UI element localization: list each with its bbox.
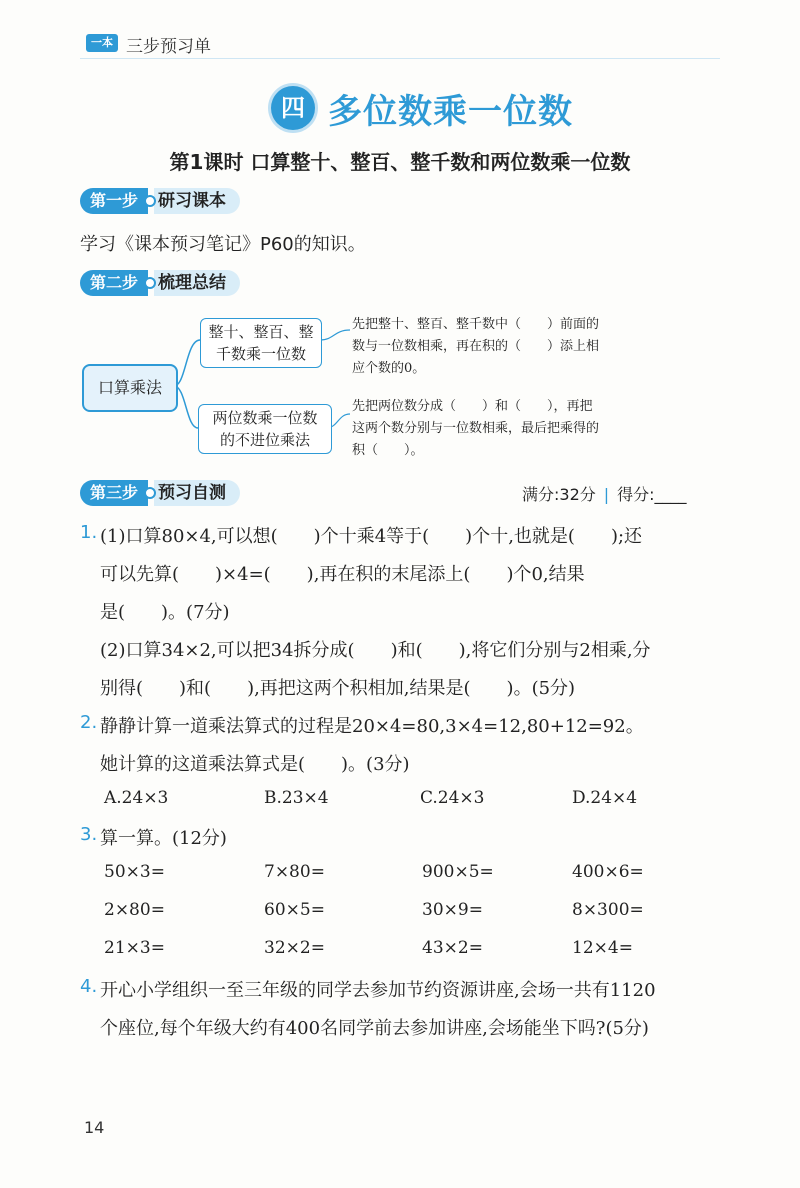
branch-label-line: 千数乘一位数 — [215, 345, 306, 363]
branch-label-line: 的不进位乘法 — [219, 431, 310, 449]
question-2-line: 她计算的这道乘法算式是( )。(3分) — [100, 754, 410, 775]
header-divider — [80, 58, 720, 59]
desc-line: 先把整十、整百、整千数中（ ）前面的 — [352, 317, 600, 332]
calc-item: 21×3= — [104, 938, 165, 958]
branch-label-line: 整十、整百、整 — [208, 323, 314, 341]
desc-line: 先把两位数分成（ ）和（ ），再把 — [352, 399, 593, 414]
question-1-number: 1. — [80, 522, 98, 543]
option-a[interactable]: A.24×3 — [104, 788, 169, 808]
step-tag: 第三步 — [80, 480, 148, 506]
step-name: 预习自测 — [154, 480, 240, 506]
question-2-line: 静静计算一道乘法算式的过程是20×4=80,3×4=12,80+12=92。 — [100, 716, 644, 737]
desc-line: 数与一位数相乘，再在积的（ ）添上相 — [352, 339, 600, 354]
calc-item: 12×4= — [572, 938, 633, 958]
option-b[interactable]: B.23×4 — [264, 788, 329, 808]
calc-item: 60×5= — [264, 900, 325, 920]
mindmap-branch-whole-numbers — [200, 318, 322, 368]
step-two-label — [80, 270, 240, 296]
calc-item: 50×3= — [104, 862, 165, 882]
lesson-title: 第1课时 口算整十、整百、整千数和两位数乘一位数 — [169, 150, 631, 174]
step-tag: 第一步 — [80, 188, 148, 214]
step-dot-icon — [144, 195, 156, 207]
question-1-line: 是( )。(7分) — [100, 602, 230, 623]
question-4-number: 4. — [80, 976, 98, 997]
question-1-line: 别得( )和( ),再把这两个积相加,结果是( )。(5分) — [100, 678, 576, 699]
calc-item: 2×80= — [104, 900, 165, 920]
chapter-title: 多位数乘一位数 — [328, 92, 573, 132]
step-dot-icon — [144, 487, 156, 499]
calc-item: 30×9= — [422, 900, 483, 920]
desc-line: 应个数的0。 — [352, 361, 426, 376]
brand-badge: 一本 — [86, 34, 118, 52]
branch-label-line: 两位数乘一位数 — [212, 409, 318, 427]
question-3-number: 3. — [80, 824, 98, 845]
calc-item: 43×2= — [422, 938, 483, 958]
step-name: 研习课本 — [154, 188, 240, 214]
question-1-line: 可以先算( )×4=( ),再在积的末尾添上( )个0,结果 — [100, 564, 585, 585]
question-4-line: 个座位,每个年级大约有400名同学前去参加讲座,会场能坐下吗?(5分) — [100, 1018, 649, 1039]
step-one-instruction: 学习《课本预习笔记》P60的知识。 — [80, 234, 366, 255]
calc-item: 8×300= — [572, 900, 644, 920]
brand-text: 三步预习单 — [126, 37, 211, 57]
question-4-line: 开心小学组织一至三年级的同学去参加节约资源讲座,会场一共有1120 — [100, 980, 656, 1001]
option-c[interactable]: C.24×3 — [420, 788, 485, 808]
full-score: 满分:32分 — [522, 485, 596, 504]
desc-line: 这两个数分别与一位数相乘，最后把乘得的 — [352, 421, 600, 436]
chapter-number-badge: 四 — [271, 86, 315, 130]
calc-item: 900×5= — [422, 862, 494, 882]
mindmap-branch-two-digit — [198, 404, 332, 454]
step-tag: 第二步 — [80, 270, 148, 296]
mindmap-description-1 — [352, 314, 692, 380]
desc-line: 积（ ）。 — [352, 443, 424, 458]
question-1-line: (1)口算80×4,可以想( )个十乘4等于( )个十,也就是( );还 — [100, 526, 643, 547]
question-2-number: 2. — [80, 712, 98, 733]
step-three-label — [80, 480, 240, 506]
calc-item: 400×6= — [572, 862, 644, 882]
score-separator: | — [603, 485, 610, 504]
option-d[interactable]: D.24×4 — [572, 788, 638, 808]
question-3-title: 算一算。(12分) — [100, 828, 227, 849]
mindmap-root: 口算乘法 — [82, 364, 178, 412]
step-name: 梳理总结 — [154, 270, 240, 296]
step-one-label — [80, 188, 240, 214]
calc-item: 7×80= — [264, 862, 325, 882]
mindmap-description-2 — [352, 396, 692, 462]
score-line — [522, 482, 687, 505]
step-dot-icon — [144, 277, 156, 289]
page-number: 14 — [84, 1118, 105, 1137]
score-blank[interactable]: 得分:____ — [617, 485, 687, 504]
calc-item: 32×2= — [264, 938, 325, 958]
question-1-line: (2)口算34×2,可以把34拆分成( )和( ),将它们分别与2相乘,分 — [100, 640, 651, 661]
